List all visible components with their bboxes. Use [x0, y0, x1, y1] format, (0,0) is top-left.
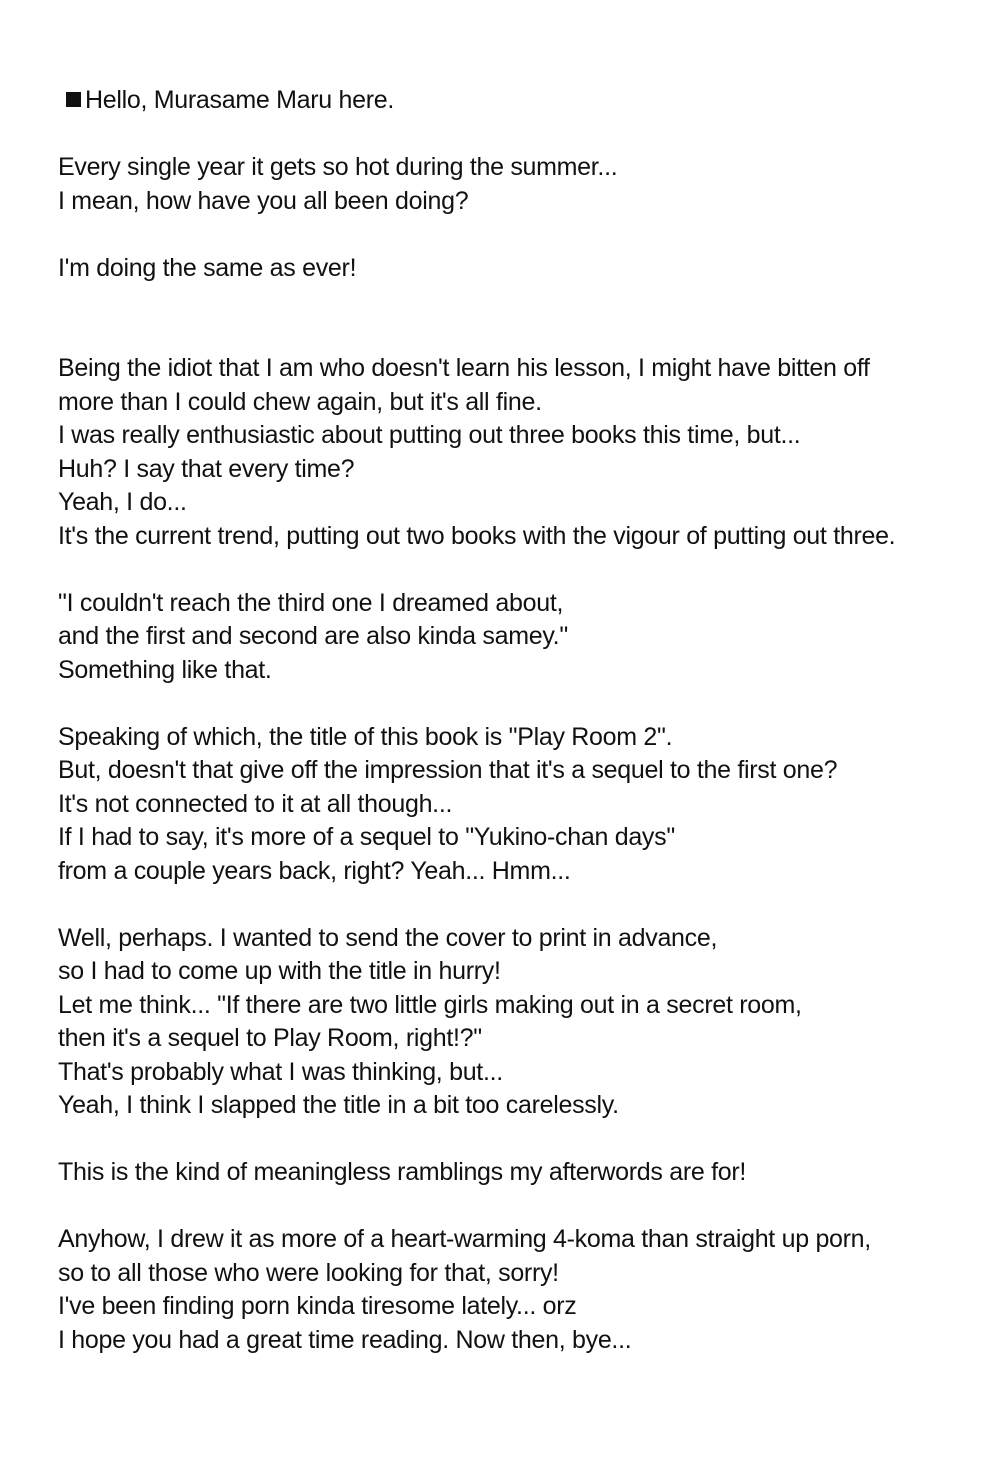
text-line: more than I could chew again, but it's all fine.: [58, 387, 542, 416]
spacer: [58, 1123, 978, 1157]
text-line: Every single year it gets so hot during the summer...: [58, 153, 618, 181]
spacer: [58, 118, 978, 152]
text-line: so I had to come up with the title in hurry!: [58, 957, 501, 985]
text-line: and the first and second are also kinda samey.": [58, 622, 568, 650]
text-line: I hope you had a great time reading. Now then, bye...: [58, 1325, 632, 1354]
black-square-icon: [66, 92, 81, 107]
spacer: [58, 1190, 978, 1224]
spacer: [58, 285, 978, 352]
text-line: I was really enthusiastic about putting out three books this time, but...: [58, 421, 801, 449]
spacer: [58, 888, 978, 922]
text-line: It's not connected to it at all though...: [58, 789, 453, 818]
text-line: It's the current trend, putting out two books with the vigour of putting out three.: [58, 521, 896, 550]
text-line: I'm doing the same as ever!: [58, 253, 357, 282]
text-line: I mean, how have you all been doing?: [58, 186, 469, 215]
text-line: Speaking of which, the title of this book is "Play Room 2".: [58, 722, 673, 751]
text-line: Let me think... "If there are two little girls making out in a secret room,: [58, 990, 802, 1019]
text-line: Anyhow, I drew it as more of a heart-warming 4-koma than straight up porn,: [58, 1225, 871, 1253]
text-line: That's probably what I was thinking, but...: [58, 1057, 503, 1086]
text-line: Well, perhaps. I wanted to send the cover to print in advance,: [58, 923, 718, 952]
spacer: [58, 687, 978, 721]
text-line: Huh? I say that every time?: [58, 454, 355, 483]
text-line: Something like that.: [58, 655, 272, 684]
text-line: Yeah, I think I slapped the title in a bit too carelessly.: [58, 1091, 619, 1119]
heading-text: Hello, Murasame Maru here.: [85, 86, 394, 114]
text-line: then it's a sequel to Play Room, right!?": [58, 1024, 482, 1052]
text-line: from a couple years back, right? Yeah... Hmm...: [58, 856, 571, 885]
text-line: so to all those who were looking for that, sorry!: [58, 1258, 559, 1287]
afterword-text: [58, 84, 978, 1357]
heading-line: [58, 84, 978, 118]
text-line: But, doesn't that give off the impression that it's a sequel to the first one?: [58, 756, 838, 784]
text-line: I've been finding porn kinda tiresome lately... orz: [58, 1292, 577, 1320]
text-line: Being the idiot that I am who doesn't learn his lesson, I might have bitten off: [58, 354, 870, 382]
text-line: Yeah, I do...: [58, 488, 187, 516]
text-line: This is the kind of meaningless ramblings my afterwords are for!: [58, 1158, 747, 1186]
text-line: If I had to say, it's more of a sequel to "Yukino-chan days": [58, 823, 675, 851]
spacer: [58, 218, 978, 252]
text-line: "I couldn't reach the third one I dreamed about,: [58, 588, 564, 617]
spacer: [58, 553, 978, 587]
